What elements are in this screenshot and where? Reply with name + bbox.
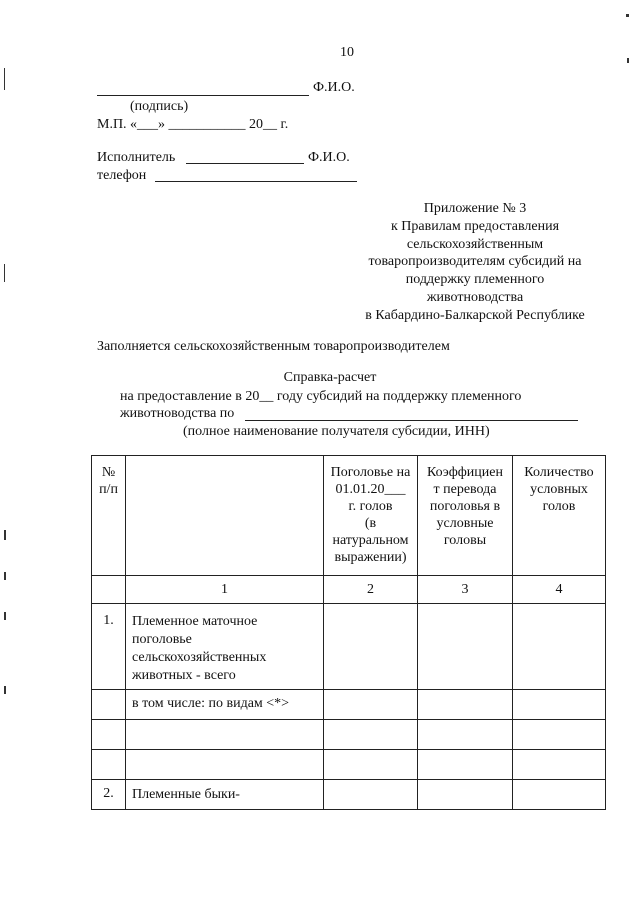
header-number [92, 456, 126, 576]
header-text: п/п [99, 482, 118, 497]
appendix-line: к Правилам предоставления [390, 218, 560, 234]
header-text: голов [542, 499, 576, 514]
table-row [92, 750, 606, 780]
scan-mark [4, 264, 5, 282]
header-text: Поголовье на [330, 465, 411, 480]
value-cell[interactable] [324, 720, 418, 750]
row-number: 1. [92, 604, 126, 690]
executor-label: Исполнитель [97, 150, 176, 165]
value-cell[interactable] [324, 750, 418, 780]
header-text: головы [443, 533, 487, 548]
document-title: Справка-расчет [283, 370, 377, 385]
value-cell[interactable] [418, 690, 513, 720]
table-row [92, 780, 606, 810]
row-number [92, 750, 126, 780]
value-cell[interactable] [418, 750, 513, 780]
header-text: Коэффициен [427, 465, 503, 480]
executor-line [186, 163, 304, 164]
value-cell[interactable] [418, 720, 513, 750]
value-cell[interactable] [418, 780, 513, 810]
row-name[interactable] [126, 750, 324, 780]
row-name-line: животных - всего [132, 668, 236, 683]
scan-mark [4, 68, 5, 90]
column-index-cell: 1 [126, 576, 324, 604]
header-text: натуральном [332, 533, 409, 548]
executor-fio: Ф.И.О. [308, 150, 350, 165]
scan-mark [627, 58, 629, 63]
table-row [92, 604, 606, 690]
row-number [92, 720, 126, 750]
value-cell[interactable] [324, 780, 418, 810]
header-text: условные [436, 516, 494, 531]
table-row [92, 690, 606, 720]
scan-mark [626, 14, 629, 17]
fio-label: Ф.И.О. [313, 80, 355, 95]
scan-mark [4, 530, 6, 540]
title-line-2-prefix: животноводства по [120, 406, 235, 421]
header-text: выражении) [334, 550, 407, 565]
header-text: поголовья в [429, 499, 501, 514]
header-text: условных [530, 482, 588, 497]
recipient-line [245, 420, 578, 421]
header-text: Количество [524, 465, 594, 480]
row-name[interactable] [126, 720, 324, 750]
header-conditional-heads [513, 456, 606, 576]
scan-mark [4, 612, 6, 620]
row-name [126, 690, 324, 720]
phone-label: телефон [97, 168, 147, 183]
fill-note: Заполняется сельскохозяйственным товаропроизводителем [97, 339, 450, 354]
column-index-cell [92, 576, 126, 604]
row-name [126, 604, 324, 690]
value-cell[interactable] [513, 720, 606, 750]
row-name-line: Племенное маточное [132, 614, 258, 629]
row-name-line: Племенные быки- [132, 787, 240, 802]
scan-mark [4, 686, 6, 694]
header-text: (в [364, 516, 377, 531]
row-name [126, 780, 324, 810]
value-cell[interactable] [513, 780, 606, 810]
column-index-cell: 2 [324, 576, 418, 604]
header-headcount [324, 456, 418, 576]
signature-caption: (подпись) [130, 99, 189, 114]
row-name-line: сельскохозяйственных [132, 650, 267, 665]
value-cell[interactable] [513, 750, 606, 780]
stamp-date-line: М.П. «___» ___________ 20__ г. [97, 117, 289, 132]
header-coefficient [418, 456, 513, 576]
column-index-cell: 4 [513, 576, 606, 604]
header-text: 01.01.20___ [335, 482, 406, 497]
column-index-row [92, 576, 606, 604]
row-number [92, 690, 126, 720]
column-index-cell: 3 [418, 576, 513, 604]
row-name-line: поголовье [132, 632, 192, 647]
header-name [126, 456, 324, 576]
header-text: т перевода [433, 482, 497, 497]
title-line-1: на предоставление в 20__ году субсидий на поддержку племенного [120, 389, 522, 404]
page-number: 10 [340, 45, 354, 60]
header-text: № [101, 465, 116, 480]
recipient-caption: (полное наименование получателя субсидии, ИНН) [183, 424, 490, 439]
calculation-table [91, 455, 606, 810]
appendix-line: сельскохозяйственным [406, 236, 544, 252]
appendix-line: товаропроизводителям субсидий на [368, 254, 582, 270]
appendix-line: животноводства [426, 289, 524, 305]
table-row [92, 720, 606, 750]
phone-line [155, 181, 357, 182]
value-cell[interactable] [513, 690, 606, 720]
appendix-block [330, 200, 620, 325]
table-header-row [92, 456, 606, 576]
appendix-line: поддержку племенного [405, 272, 545, 288]
value-cell[interactable] [513, 604, 606, 690]
value-cell[interactable] [418, 604, 513, 690]
row-name-line: в том числе: по видам <*> [132, 696, 290, 711]
signature-line [97, 95, 309, 96]
header-text: г. голов [348, 499, 393, 514]
value-cell[interactable] [324, 604, 418, 690]
appendix-line: в Кабардино-Балкарской Республике [365, 307, 585, 323]
value-cell[interactable] [324, 690, 418, 720]
row-number: 2. [92, 780, 126, 810]
scan-mark [4, 572, 6, 580]
appendix-line: Приложение № 3 [423, 201, 527, 216]
